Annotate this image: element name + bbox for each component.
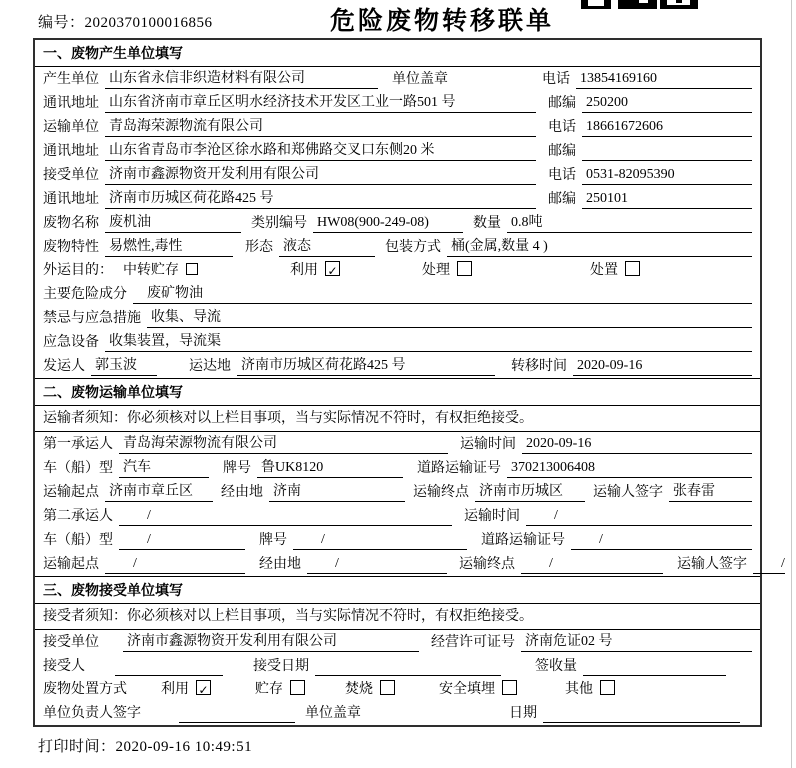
waste-character-row (35, 235, 760, 259)
carrier1-row (35, 432, 760, 456)
plate-label: 牌号 (223, 461, 251, 476)
via-label: 经由地 (259, 557, 301, 572)
receive-unit-value: 济南市鑫源物资开发利用有限公司 (105, 165, 536, 185)
produce-address-value: 山东省济南市章丘区明水经济技术开发区工业一路501 号 (105, 93, 536, 113)
destination-label: 运达地 (189, 359, 231, 374)
phone-label: 电话 (548, 120, 576, 135)
print-time (38, 735, 252, 756)
produce-zip-value: 250200 (582, 93, 752, 113)
checkbox-transfer-storage (186, 263, 198, 275)
category-value: HW08(900-249-08) (313, 213, 463, 233)
zip-label: 邮编 (548, 144, 576, 159)
plate-value: / (293, 530, 467, 550)
carrier1-vehicle-row (35, 456, 760, 480)
receiver-row (35, 654, 760, 678)
taboo-label: 禁忌与应急措施 (43, 311, 141, 326)
carrier2-row (35, 504, 760, 528)
produce-unit-label: 产生单位 (43, 72, 99, 87)
origin-label: 运输起点 (43, 485, 99, 500)
checkbox-label: 利用 (161, 682, 189, 697)
unit-seal-label: 单位盖章 (392, 72, 448, 87)
zip-label: 邮编 (548, 96, 576, 111)
license-label: 经营许可证号 (431, 635, 515, 650)
transport-unit-value: 青岛海荣源物流有限公司 (105, 117, 536, 137)
checkbox-label: 贮存 (255, 682, 283, 697)
equipment-value: 收集装置，导流渠 (105, 332, 752, 352)
serial-value: 2020370100016856 (84, 15, 213, 31)
disposal-option-landfill (439, 680, 517, 699)
quantity-value: 0.8吨 (507, 213, 752, 233)
checkbox-label: 安全填埋 (439, 682, 495, 697)
transport-time-label: 运输时间 (464, 509, 520, 524)
checkbox-use: ✓ (196, 680, 211, 695)
transporter-sign-value: 张春雷 (669, 482, 752, 502)
produce-address-row (35, 91, 760, 115)
receive-date-label: 接受日期 (253, 659, 309, 674)
plate-value: 鲁UK8120 (257, 458, 403, 478)
date-value (543, 703, 740, 723)
checkbox-dispose (625, 261, 640, 276)
form-value: 液态 (279, 237, 375, 257)
road-permit-value: 370213006408 (507, 458, 752, 478)
transport-phone-value: 18661672606 (582, 117, 752, 137)
vehicle-type-value: 汽车 (119, 458, 209, 478)
waste-character-label: 废物特性 (43, 240, 99, 255)
disposal-option-incinerate (345, 680, 395, 699)
checkbox-other (600, 680, 615, 695)
end-value: 济南市历城区 (475, 482, 585, 502)
equipment-label: 应急设备 (43, 335, 99, 350)
disposal-label: 废物处置方式 (43, 682, 127, 697)
receiver-notice: 接受者须知：你必须核对以上栏目事项，当与实际情况不符时，有权拒绝接受。 (35, 604, 760, 630)
purpose-option-treat (422, 261, 472, 280)
receive-zip-value: 250101 (582, 189, 752, 209)
disposal-option-storage (255, 680, 305, 699)
receive-date-value (315, 656, 501, 676)
section3-header: 三、废物接受单位填写 (35, 576, 760, 604)
carrier1-route-row (35, 480, 760, 504)
serial-number (38, 11, 213, 32)
transfer-time-label: 转移时间 (511, 359, 567, 374)
license-value: 济南危证02 号 (521, 632, 752, 652)
produce-unit-row (35, 67, 760, 91)
responsible-sign-row (35, 701, 760, 725)
document-header (0, 0, 796, 38)
transport-unit-label: 运输单位 (43, 120, 99, 135)
receive-address-row (35, 187, 760, 211)
checkbox-label: 处置 (590, 263, 618, 278)
road-permit-label: 道路运输证号 (481, 533, 565, 548)
purpose-label: 外运目的： (43, 263, 113, 278)
disposal-method-row (35, 678, 760, 701)
transport-unit-row (35, 115, 760, 139)
address-label: 通讯地址 (43, 192, 99, 207)
taboo-measures-row (35, 306, 760, 330)
carrier2-route-row (35, 552, 785, 576)
end-value: / (521, 554, 663, 574)
waste-name-label: 废物名称 (43, 216, 99, 231)
receive-unit-row (35, 163, 760, 187)
signed-quantity-value (583, 656, 726, 676)
checkbox-label: 处理 (422, 263, 450, 278)
waste-character-value: 易燃性,毒性 (105, 237, 233, 257)
shipper-row (35, 354, 760, 378)
package-value: 桶(金属,数量 4 ) (447, 237, 752, 257)
outbound-purpose-row (35, 259, 760, 282)
carrier2-value: / (119, 506, 452, 526)
receive-address-value: 济南市历城区荷花路425 号 (105, 189, 536, 209)
waste-name-value: 废机油 (105, 213, 241, 233)
vehicle-type-label: 车（船）型 (43, 461, 113, 476)
checkbox-treat (457, 261, 472, 276)
receiving-unit-label: 接受单位 (43, 635, 99, 650)
carrier1-value: 青岛海荣源物流有限公司 (119, 434, 448, 454)
waste-name-row (35, 211, 760, 235)
origin-value: 济南市章丘区 (105, 482, 213, 502)
checkbox-incinerate (380, 680, 395, 695)
plate-label: 牌号 (259, 533, 287, 548)
signed-quantity-label: 签收量 (535, 659, 577, 674)
shipper-value: 郭玉波 (91, 356, 157, 376)
checkbox-label: 中转贮存 (123, 263, 179, 278)
taboo-value: 收集、导流 (147, 308, 752, 328)
disposal-option-other (565, 680, 615, 699)
hazard-label: 主要危险成分 (43, 287, 127, 302)
end-label: 运输终点 (413, 485, 469, 500)
transport-address-value: 山东省青岛市李沧区徐水路和郑佛路交叉口东侧20 米 (105, 141, 536, 161)
destination-value: 济南市历城区荷花路425 号 (237, 356, 495, 376)
date-label: 日期 (509, 706, 537, 721)
via-value: 济南 (269, 482, 405, 502)
produce-unit-value: 山东省永信非织造材料有限公司 (105, 69, 378, 89)
receive-unit-label: 接受单位 (43, 168, 99, 183)
manifest-form (33, 38, 785, 727)
vehicle-type-label: 车（船）型 (43, 533, 113, 548)
qr-code-icon (581, 0, 701, 10)
receiving-unit-value: 济南市鑫源物资开发利用有限公司 (123, 632, 419, 652)
form-label: 形态 (245, 240, 273, 255)
vehicle-type-value: / (119, 530, 245, 550)
checkbox-storage (290, 680, 305, 695)
scan-edge-line (791, 0, 792, 768)
emergency-equipment-row (35, 330, 760, 354)
origin-label: 运输起点 (43, 557, 99, 572)
responsible-sign-value (179, 703, 295, 723)
hazard-value: 废矿物油 (133, 284, 752, 304)
checkbox-use: ✓ (325, 261, 340, 276)
carrier2-label: 第二承运人 (43, 509, 113, 524)
end-label: 运输终点 (459, 557, 515, 572)
transporter-sign-label: 运输人签字 (593, 485, 663, 500)
checkbox-landfill (502, 680, 517, 695)
section1-header: 一、废物产生单位填写 (35, 40, 760, 67)
phone-label: 电话 (548, 168, 576, 183)
via-value: / (307, 554, 447, 574)
purpose-option-use (290, 261, 340, 280)
package-label: 包装方式 (385, 240, 441, 255)
origin-value: / (105, 554, 245, 574)
zip-label: 邮编 (548, 192, 576, 207)
carrier2-time-value: / (526, 506, 752, 526)
checkbox-label: 焚烧 (345, 682, 373, 697)
road-permit-value: / (571, 530, 752, 550)
hazard-component-row (35, 282, 760, 306)
page-title: 危险废物转移联单 (330, 7, 555, 35)
receiver-value (115, 656, 223, 676)
responsible-sign-label: 单位负责人签字 (43, 706, 141, 721)
transport-zip-value (582, 141, 752, 161)
road-permit-label: 道路运输证号 (417, 461, 501, 476)
carrier1-time-value: 2020-09-16 (522, 434, 752, 454)
transporter-sign-label: 运输人签字 (677, 557, 747, 572)
purpose-option-transfer-storage (123, 261, 198, 280)
print-time-value: 2020-09-16 10:49:51 (115, 739, 253, 755)
transfer-time-value: 2020-09-16 (573, 356, 752, 376)
checkbox-label: 其他 (565, 682, 593, 697)
via-label: 经由地 (221, 485, 263, 500)
receive-phone-value: 0531-82095390 (582, 165, 752, 185)
transport-address-row (35, 139, 760, 163)
produce-phone-value: 13854169160 (576, 69, 752, 89)
shipper-label: 发运人 (43, 359, 85, 374)
quantity-label: 数量 (473, 216, 501, 231)
print-time-label: 打印时间： (38, 739, 116, 755)
address-label: 通讯地址 (43, 144, 99, 159)
unit-seal-label: 单位盖章 (305, 706, 361, 721)
purpose-option-dispose (590, 261, 640, 280)
serial-label: 编号： (38, 15, 85, 31)
section2-header: 二、废物运输单位填写 (35, 378, 760, 406)
receiver-label: 接受人 (43, 659, 85, 674)
address-label: 通讯地址 (43, 96, 99, 111)
transport-time-label: 运输时间 (460, 437, 516, 452)
category-label: 类别编号 (251, 216, 307, 231)
carrier2-vehicle-row (35, 528, 760, 552)
receiving-unit-row (35, 630, 760, 654)
checkbox-label: 利用 (290, 263, 318, 278)
transporter-sign-value: / (753, 554, 785, 574)
carrier1-label: 第一承运人 (43, 437, 113, 452)
phone-label: 电话 (542, 72, 570, 87)
transporter-notice: 运输者须知：你必须核对以上栏目事项，当与实际情况不符时，有权拒绝接受。 (35, 406, 760, 432)
disposal-option-use (161, 680, 211, 699)
